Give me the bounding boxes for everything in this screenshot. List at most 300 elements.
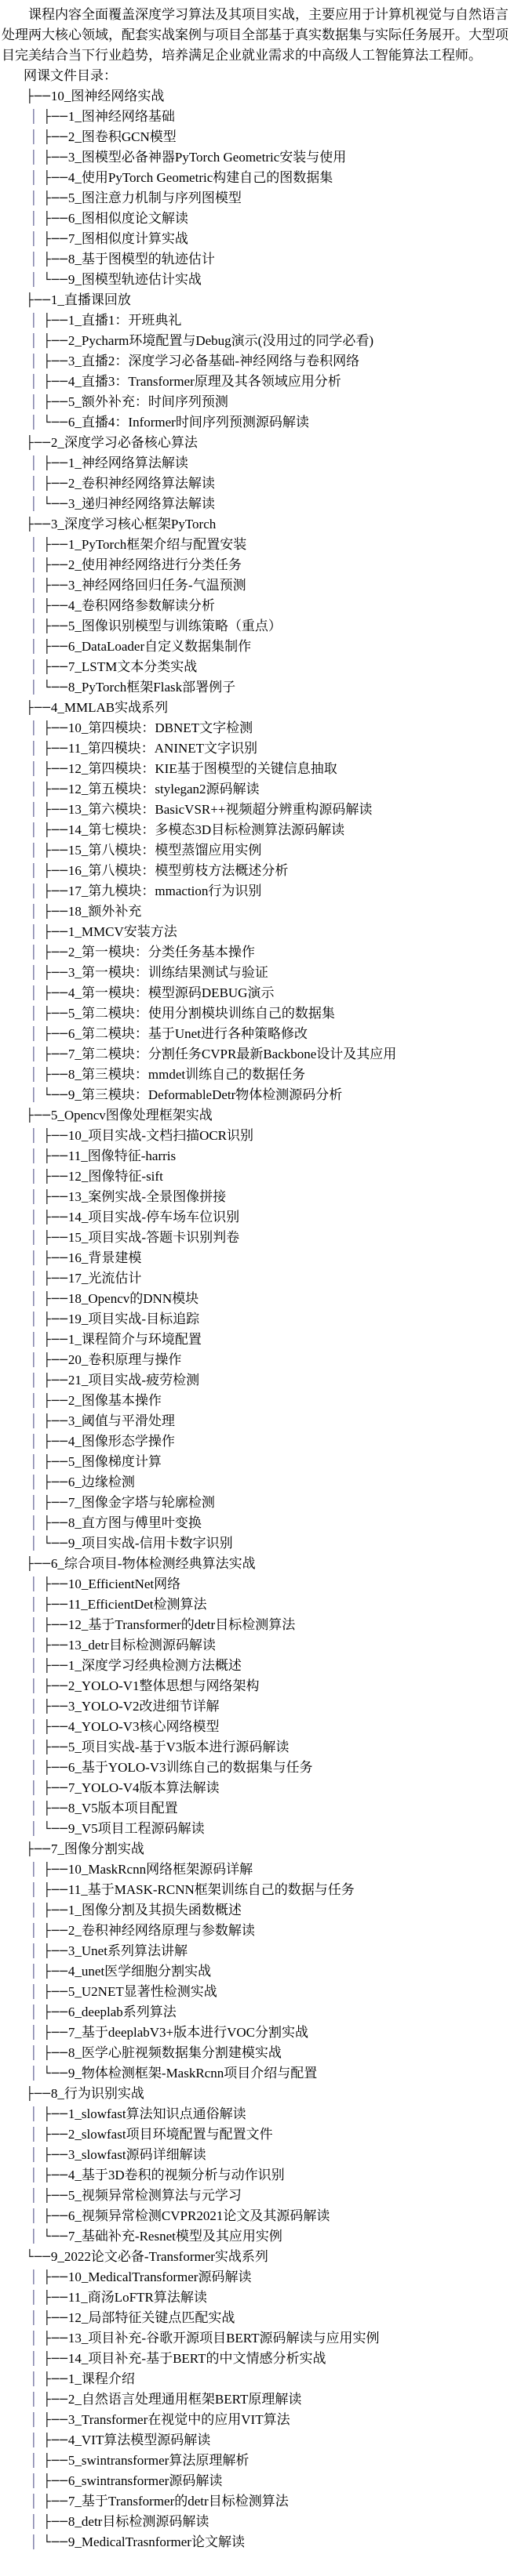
tree-connector: ├──	[43, 1984, 68, 1999]
tree-section-label: 8_行为识别实战	[50, 2086, 144, 2101]
tree-item-label: 11_第四模块：ANINET文字识别	[67, 741, 258, 756]
tree-connector: ├──	[43, 843, 68, 858]
tree-connector: ├──	[43, 2188, 68, 2203]
tree-item-label: 19_项目实战-目标追踪	[67, 1312, 200, 1326]
tree-pipe: │	[30, 578, 38, 593]
tree-item	[26, 1819, 510, 1839]
tree-connector: ├──	[26, 292, 51, 307]
tree-item	[26, 902, 510, 922]
tree-connector: ├──	[43, 2127, 68, 2142]
tree-item-label: 11_商汤LoFTR算法解读	[67, 2290, 207, 2305]
tree-pipe: │	[30, 883, 38, 898]
tree-item-label: 18_Opencv的DNN模块	[67, 1291, 199, 1306]
tree-item	[26, 209, 510, 229]
tree-item-label: 3_神经网络回归任务-气温预测	[67, 578, 246, 593]
tree-item-label: 15_第八模块：模型蒸馏应用实例	[67, 843, 262, 858]
tree-section	[26, 2084, 510, 2104]
tree-connector: ├──	[43, 2473, 68, 2488]
tree-item-label: 9_第三模块：DeformableDetr物体检测源码分析	[67, 1087, 343, 1102]
tree-section	[26, 514, 510, 535]
tree-pipe: │	[30, 1617, 38, 1632]
tree-item	[26, 1961, 510, 1982]
tree-connector: ├──	[43, 1678, 68, 1693]
tree-pipe: │	[30, 557, 38, 572]
tree-connector: ├──	[43, 1250, 68, 1265]
tree-item	[26, 2512, 510, 2532]
tree-item-label: 4_卷积网络参数解读分析	[67, 598, 215, 613]
tree-connector: ├──	[43, 2433, 68, 2447]
tree-item	[26, 738, 510, 759]
tree-pipe: │	[30, 1699, 38, 1714]
tree-pipe: │	[30, 1801, 38, 1816]
tree-connector: ├──	[43, 1434, 68, 1449]
tree-connector: ├──	[43, 1312, 68, 1326]
tree-connector: ├──	[43, 782, 68, 796]
tree-item-label: 12_基于Transformer的detr目标检测算法	[67, 1617, 296, 1632]
tree-connector: ├──	[43, 1373, 68, 1388]
tree-item-label: 5_第二模块：使用分割模块训练自己的数据集	[67, 1006, 335, 1021]
tree-pipe: │	[30, 619, 38, 633]
tree-item	[26, 657, 510, 677]
tree-item-label: 3_递归神经网络算法解读	[67, 496, 215, 511]
tree-item	[26, 229, 510, 249]
tree-item	[26, 1737, 510, 1758]
tree-pipe: │	[30, 1291, 38, 1306]
tree-pipe: │	[30, 741, 38, 756]
tree-pipe: │	[30, 1597, 38, 1612]
tree-connector: ├──	[43, 578, 68, 593]
tree-pipe: │	[30, 1434, 38, 1449]
tree-section-label: 10_图神经网络实战	[50, 89, 165, 103]
tree-item-label: 1_神经网络算法解读	[67, 455, 188, 470]
tree-item	[26, 759, 510, 779]
tree-item-label: 6_第二模块：基于Unet进行各种策略修改	[67, 1026, 308, 1041]
tree-connector: ├──	[26, 435, 51, 450]
tree-connector: ├──	[43, 2290, 68, 2305]
tree-item-label: 1_深度学习经典检测方法概述	[67, 1658, 242, 1673]
tree-item-label: 5_视频异常检测算法与元学习	[67, 2188, 242, 2203]
tree-connector: ├──	[43, 822, 68, 837]
tree-item-label: 8_医学心脏视频数据集分割建模实战	[67, 2045, 282, 2060]
tree-item	[26, 1391, 510, 1411]
tree-connector: ├──	[43, 1597, 68, 1612]
tree-section	[26, 2247, 510, 2267]
tree-pipe: │	[30, 1760, 38, 1775]
tree-item	[26, 1615, 510, 1635]
tree-connector: ├──	[43, 2147, 68, 2162]
tree-pipe: │	[30, 598, 38, 613]
tree-item-label: 6_视频异常检测CVPR2021论文及其源码解读	[67, 2208, 330, 2223]
tree-pipe: │	[30, 2392, 38, 2407]
tree-pipe: │	[30, 1515, 38, 1530]
tree-item	[26, 1024, 510, 1044]
tree-pipe: │	[30, 1740, 38, 1754]
tree-connector: ├──	[43, 476, 68, 491]
tree-item	[26, 392, 510, 412]
tree-item-label: 7_第二模块：分割任务CVPR最新Backbone设计及其应用	[67, 1047, 397, 1061]
tree-item	[26, 1187, 510, 1207]
tree-item	[26, 2288, 510, 2308]
tree-connector: ├──	[43, 985, 68, 1000]
tree-item-label: 6_图相似度论文解读	[67, 211, 188, 226]
tree-pipe: │	[30, 2106, 38, 2121]
tree-connector: ├──	[43, 1862, 68, 1877]
tree-pipe: │	[30, 2188, 38, 2203]
tree-connector: ├──	[43, 231, 68, 246]
tree-pipe: │	[30, 313, 38, 328]
tree-item-label: 6_边缘检测	[67, 1475, 135, 1489]
tree-pipe: │	[30, 1678, 38, 1693]
intro-paragraph: 课程内容全面覆盖深度学习算法及其项目实战，主要应用于计算机视觉与自然语言处理两大核心领域，配套实战案例与项目全部基于真实数据集与实际任务展开。大型项目完美结合当下行业趋势，培养满足企业就业需求的中高级人工智能算法工程师。	[2, 7, 508, 63]
tree-connector: ├──	[43, 109, 68, 124]
tree-connector: ├──	[43, 904, 68, 919]
tree-connector: └──	[43, 2066, 68, 2081]
tree-item	[26, 2043, 510, 2063]
tree-item-label: 9_MedicalTrasnformer论文解读	[67, 2534, 245, 2549]
tree-pipe: │	[30, 1413, 38, 1428]
tree-connector: ├──	[43, 211, 68, 226]
tree-connector: └──	[43, 496, 68, 511]
tree-item	[26, 1798, 510, 1819]
tree-item	[26, 188, 510, 209]
tree-connector: ├──	[26, 1841, 51, 1856]
tree-pipe: │	[30, 2147, 38, 2162]
tree-connector: ├──	[43, 1291, 68, 1306]
tree-item-label: 5_U2NET显著性检测实战	[67, 1984, 217, 1999]
tree-item	[26, 2023, 510, 2043]
tree-pipe: │	[30, 2494, 38, 2509]
tree-pipe: │	[30, 170, 38, 185]
tree-item-label: 4_直播3：Transformer原理及其各领域应用分析	[67, 374, 341, 389]
tree-pipe: │	[30, 1964, 38, 1979]
tree-pipe: │	[30, 2208, 38, 2223]
tree-item-label: 2_自然语言处理通用框架BERT原理解读	[67, 2392, 302, 2407]
tree-item	[26, 718, 510, 738]
tree-connector: ├──	[43, 619, 68, 633]
tree-item	[26, 922, 510, 942]
tree-item-label: 5_额外补充：时间序列预测	[67, 394, 228, 409]
tree-pipe: │	[30, 150, 38, 165]
tree-item-label: 6_swintransformer源码解读	[67, 2473, 223, 2488]
tree-item	[26, 1268, 510, 1289]
tree-connector: ├──	[43, 1352, 68, 1367]
tree-item	[26, 2104, 510, 2124]
tree-connector: ├──	[43, 945, 68, 960]
tree-connector: ├──	[43, 720, 68, 735]
tree-item	[26, 2410, 510, 2430]
tree-pipe: │	[30, 1658, 38, 1673]
tree-pipe: │	[30, 1780, 38, 1795]
tree-item-label: 10_第四模块：DBNET文字检测	[67, 720, 253, 735]
tree-item	[26, 1309, 510, 1330]
tree-item	[26, 372, 510, 392]
tree-item-label: 17_第九模块：mmaction行为识别	[67, 883, 262, 898]
tree-connector: └──	[43, 2534, 68, 2549]
tree-pipe: │	[30, 639, 38, 654]
tree-pipe: │	[30, 2229, 38, 2244]
tree-pipe: │	[30, 1984, 38, 1999]
tree-item	[26, 1207, 510, 1228]
tree-item-label: 6_DataLoader自定义数据集制作	[67, 639, 252, 654]
tree-pipe: │	[30, 1495, 38, 1510]
tree-pipe: │	[30, 1210, 38, 1225]
tree-item	[26, 147, 510, 168]
tree-item-label: 5_图像梯度计算	[67, 1454, 162, 1469]
tree-section	[26, 1554, 510, 1574]
tree-connector: ├──	[43, 374, 68, 389]
tree-item-label: 7_基于Transformer的detr目标检测算法	[67, 2494, 289, 2509]
tree-connector: ├──	[43, 2208, 68, 2223]
tree-item-label: 4_VIT算法模型源码解读	[67, 2433, 211, 2447]
tree-pipe: │	[30, 1862, 38, 1877]
course-directory-tree	[26, 86, 510, 2552]
tree-item-label: 10_MedicalTransformer源码解读	[67, 2269, 252, 2284]
tree-item-label: 4_使用PyTorch Geometric构建自己的图数据集	[67, 170, 333, 185]
tree-item-label: 2_卷积神经网络原理与参数解读	[67, 1923, 255, 1938]
tree-connector: └──	[43, 680, 68, 695]
tree-pipe: │	[30, 1250, 38, 1265]
tree-connector: ├──	[43, 1026, 68, 1041]
tree-connector: ├──	[43, 2269, 68, 2284]
tree-connector: ├──	[26, 517, 51, 532]
tree-item	[26, 1982, 510, 2002]
tree-item	[26, 1350, 510, 1370]
tree-connector: ├──	[43, 394, 68, 409]
tree-connector: ├──	[43, 252, 68, 267]
tree-item-label: 8_detr目标检测源码解读	[67, 2514, 209, 2529]
tree-connector: ├──	[43, 190, 68, 205]
tree-item-label: 1_图神经网络基础	[67, 109, 175, 124]
tree-pipe: │	[30, 2514, 38, 2529]
tree-section	[26, 698, 510, 718]
tree-item-label: 16_第八模块：模型剪枝方法概述分析	[67, 863, 289, 878]
tree-item	[26, 1065, 510, 1085]
tree-section-label: 6_综合项目-物体检测经典算法实战	[50, 1556, 256, 1571]
tree-pipe: │	[30, 843, 38, 858]
tree-pipe: │	[30, 1903, 38, 1917]
tree-connector: ├──	[43, 1740, 68, 1754]
tree-item-label: 12_第五模块：stylegan2源码解读	[67, 782, 260, 796]
tree-item	[26, 2267, 510, 2288]
tree-item	[26, 942, 510, 963]
tree-pipe: │	[30, 272, 38, 287]
tree-item	[26, 861, 510, 881]
tree-pipe: │	[30, 2534, 38, 2549]
tree-pipe: │	[30, 965, 38, 980]
tree-connector: ├──	[43, 1801, 68, 1816]
tree-item	[26, 1126, 510, 1146]
tree-connector: ├──	[43, 537, 68, 552]
tree-pipe: │	[30, 761, 38, 776]
tree-item	[26, 616, 510, 637]
tree-item	[26, 2063, 510, 2084]
tree-connector: ├──	[43, 1413, 68, 1428]
tree-item-label: 8_第三模块：mmdet训练自己的数据任务	[67, 1067, 306, 1082]
tree-item-label: 3_YOLO-V2改进细节详解	[67, 1699, 220, 1714]
tree-item-label: 5_图注意力机制与序列图模型	[67, 190, 242, 205]
tree-item	[26, 1330, 510, 1350]
tree-item-label: 1_课程简介与环境配置	[67, 1332, 202, 1347]
tree-pipe: │	[30, 415, 38, 430]
tree-item	[26, 107, 510, 127]
tree-connector: ├──	[43, 1006, 68, 1021]
tree-item	[26, 1003, 510, 1024]
tree-item	[26, 1635, 510, 1656]
tree-item	[26, 2165, 510, 2186]
tree-item	[26, 1880, 510, 1900]
tree-pipe: │	[30, 374, 38, 389]
tree-pipe: │	[30, 1128, 38, 1143]
tree-pipe: │	[30, 1576, 38, 1591]
tree-item	[26, 2532, 510, 2552]
tree-item	[26, 1676, 510, 1696]
tree-connector: ├──	[43, 2392, 68, 2407]
tree-item-label: 2_图像基本操作	[67, 1393, 162, 1408]
tree-item-label: 14_项目实战-停车场车位识别	[67, 1210, 240, 1225]
tree-connector: ├──	[43, 354, 68, 368]
tree-item-label: 3_Transformer在视觉中的应用VIT算法	[67, 2412, 290, 2427]
tree-item	[26, 1472, 510, 1493]
tree-pipe: │	[30, 354, 38, 368]
tree-item	[26, 1248, 510, 1268]
tree-connector: ├──	[43, 1189, 68, 1204]
tree-connector: ├──	[26, 1108, 51, 1123]
tree-pipe: │	[30, 1882, 38, 1897]
tree-pipe: │	[30, 476, 38, 491]
tree-connector: ├──	[26, 2086, 51, 2101]
tree-pipe: │	[30, 496, 38, 511]
tree-section-label: 5_Opencv图像处理框架实战	[50, 1108, 213, 1123]
tree-connector: ├──	[43, 1658, 68, 1673]
tree-item	[26, 983, 510, 1003]
tree-item	[26, 127, 510, 147]
tree-item-label: 4_基于3D卷积的视频分析与动作识别	[67, 2168, 285, 2182]
tree-item-label: 1_课程介绍	[67, 2371, 135, 2386]
tree-item-label: 20_卷积原理与操作	[67, 1352, 182, 1367]
tree-item-label: 8_直方图与傅里叶变换	[67, 1515, 202, 1530]
tree-item-label: 3_Unet系列算法讲解	[67, 1943, 188, 1958]
tree-connector: ├──	[43, 1393, 68, 1408]
tree-item	[26, 1900, 510, 1921]
tree-section	[26, 1105, 510, 1126]
tree-item-label: 9_物体检测框架-MaskRcnn项目介绍与配置	[67, 2066, 318, 2081]
tree-pipe: │	[30, 2269, 38, 2284]
tree-connector: ├──	[43, 883, 68, 898]
tree-item	[26, 1166, 510, 1187]
tree-item-label: 10_MaskRcnn网络框架源码详解	[67, 1862, 253, 1877]
tree-item-label: 1_直播1：开班典礼	[67, 313, 182, 328]
tree-pipe: │	[30, 1148, 38, 1163]
tree-connector: ├──	[43, 802, 68, 817]
tree-item	[26, 575, 510, 596]
tree-item-label: 5_图像识别模型与训练策略（重点）	[67, 619, 282, 633]
tree-item	[26, 1595, 510, 1615]
tree-item-label: 1_slowfast算法知识点通俗解读	[67, 2106, 246, 2121]
tree-connector: ├──	[43, 129, 68, 144]
tree-pipe: │	[30, 1332, 38, 1347]
tree-item-label: 7_基于deeplabV3+版本进行VOC分割实战	[67, 2025, 309, 2040]
tree-pipe: │	[30, 231, 38, 246]
tree-section-label: 2_深度学习必备核心算法	[50, 435, 198, 450]
tree-item-label: 4_YOLO-V3核心网络模型	[67, 1719, 220, 1734]
tree-connector: └──	[43, 1087, 68, 1102]
tree-item	[26, 249, 510, 270]
tree-item-label: 2_YOLO-V1整体思想与网络架构	[67, 1678, 260, 1693]
tree-section-label: 4_MMLAB实战系列	[50, 700, 169, 715]
tree-item	[26, 2002, 510, 2023]
tree-item-label: 7_YOLO-V4版本算法解读	[67, 1780, 220, 1795]
tree-item-label: 12_局部特征关键点匹配实战	[67, 2310, 235, 2325]
tree-connector: ├──	[43, 333, 68, 348]
tree-item-label: 4_unet医学细胞分割实战	[67, 1964, 212, 1979]
tree-item	[26, 331, 510, 351]
tree-item-label: 3_直播2：深度学习必备基础-神经网络与卷积网络	[67, 354, 360, 368]
tree-item	[26, 1431, 510, 1452]
tree-pipe: │	[30, 2473, 38, 2488]
tree-connector: ├──	[43, 1332, 68, 1347]
tree-item	[26, 1696, 510, 1717]
tree-connector: ├──	[43, 1047, 68, 1061]
tree-item	[26, 351, 510, 372]
tree-item-label: 14_第七模块：多模态3D目标检测算法源码解读	[67, 822, 345, 837]
tree-connector: ├──	[43, 2331, 68, 2346]
tree-pipe: │	[30, 190, 38, 205]
tree-item-label: 3_图模型必备神器PyTorch Geometric安装与使用	[67, 150, 347, 165]
tree-connector: ├──	[43, 557, 68, 572]
tree-item-label: 2_Pycharm环境配置与Debug演示(没用过的同学必看)	[67, 333, 373, 348]
tree-item	[26, 2226, 510, 2247]
tree-item	[26, 1085, 510, 1105]
tree-pipe: │	[30, 2453, 38, 2468]
tree-item	[26, 1513, 510, 1533]
tree-connector: ├──	[26, 700, 51, 715]
tree-item	[26, 881, 510, 902]
tree-pipe: │	[30, 1943, 38, 1958]
tree-connector: ├──	[43, 1230, 68, 1245]
tree-pipe: │	[30, 2045, 38, 2060]
tree-connector: ├──	[43, 761, 68, 776]
tree-connector: ├──	[43, 863, 68, 878]
tree-item-label: 2_slowfast项目环境配置与配置文件	[67, 2127, 273, 2142]
tree-section-label: 3_深度学习核心框架PyTorch	[50, 517, 217, 532]
tree-connector: ├──	[43, 455, 68, 470]
tree-item	[26, 2430, 510, 2451]
tree-pipe: │	[30, 1230, 38, 1245]
tree-item-label: 11_EfficientDet检测算法	[67, 1597, 207, 1612]
tree-item	[26, 1044, 510, 1065]
tree-pipe: │	[30, 455, 38, 470]
tree-item-label: 9_图模型轨迹估计实战	[67, 272, 202, 287]
tree-connector: ├──	[43, 2453, 68, 2468]
tree-pipe: │	[30, 1169, 38, 1184]
tree-pipe: │	[30, 1189, 38, 1204]
tree-item	[26, 1574, 510, 1595]
tree-pipe: │	[30, 802, 38, 817]
tree-pipe: │	[30, 537, 38, 552]
tree-pipe: │	[30, 211, 38, 226]
tree-item-label: 11_基于MASK-RCNN框架训练自己的数据与任务	[67, 1882, 355, 1897]
tree-section-label: 1_直播课回放	[50, 292, 131, 307]
tree-connector: ├──	[26, 89, 51, 103]
tree-connector: ├──	[43, 2005, 68, 2019]
tree-connector: ├──	[43, 1882, 68, 1897]
tree-item-label: 9_项目实战-信用卡数字识别	[67, 1536, 233, 1551]
tree-item	[26, 310, 510, 331]
tree-connector: ├──	[43, 2412, 68, 2427]
tree-item-label: 14_项目补充-基于BERT的中文情感分析实战	[67, 2351, 326, 2366]
tree-pipe: │	[30, 822, 38, 837]
tree-item	[26, 1493, 510, 1513]
